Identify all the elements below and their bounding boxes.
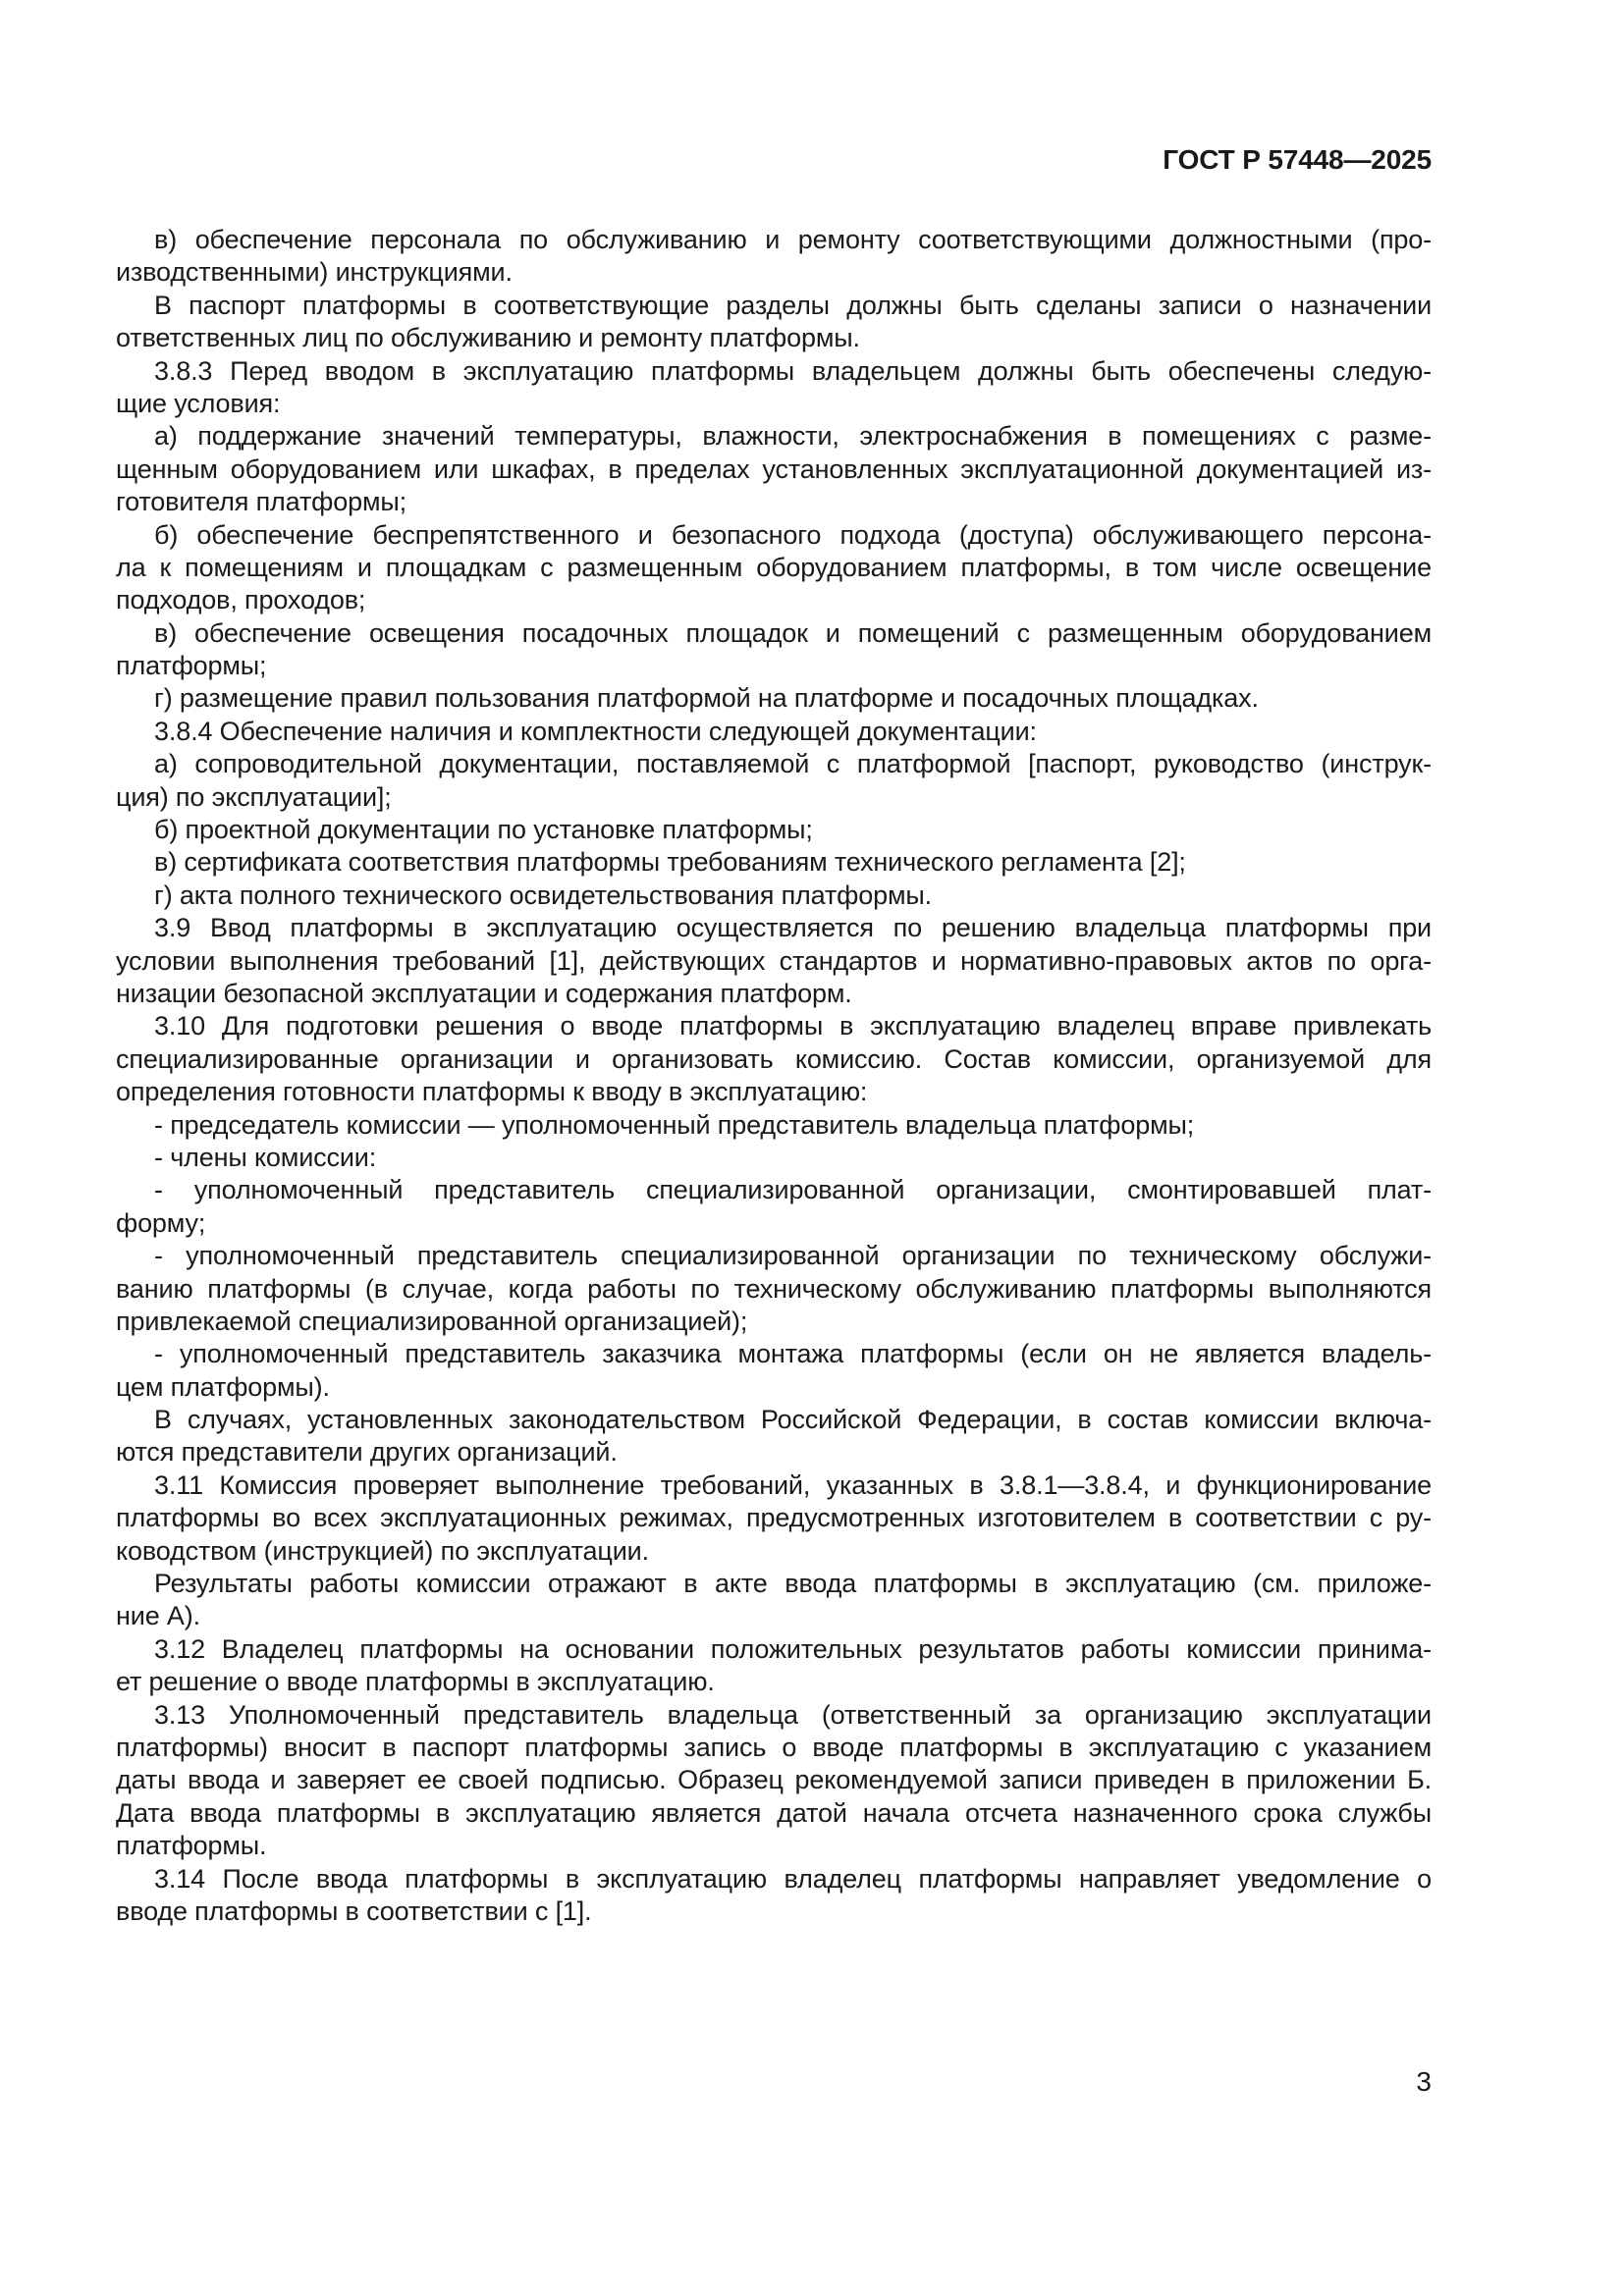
text-line: низации безопасной эксплуатации и содержания платформ. [116,978,852,1008]
text-line: форму; [116,1207,206,1238]
text-line: ция) по эксплуатации]; [116,781,392,812]
text-line: 3.10 Для подготовки решения о вводе платформы в эксплуатацию владелец вправе привлекать [154,1011,1432,1041]
text-line: готовителя платформы; [116,487,406,517]
text-line: платформы во всех эксплуатационных режимах, предусмотренных изготовителем в соответствии с ру- [116,1503,1432,1533]
text-line: 3.12 Владелец платформы на основании положительных результатов работы комиссии принима- [154,1633,1432,1664]
text-line: щенным оборудованием или шкафах, в пределах установленных эксплуатационной документацией из- [116,454,1432,484]
text-line: платформы. [116,1831,267,1861]
text-line: 3.13 Уполномоченный представитель владельца (ответственный за организацию эксплуатации [154,1699,1432,1730]
text-line: 3.14 После ввода платформы в эксплуатацию владелец платформы направляет уведомление о [154,1863,1432,1894]
text-line: в) обеспечение персонала по обслуживанию и ремонту соответствующими должностными (про- [154,225,1432,254]
text-line: специализированные организации и организовать комиссию. Состав комиссии, организуемой для [116,1043,1432,1074]
text-line: - уполномоченный представитель специализированной организации, смонтировавшей плат- [154,1175,1432,1205]
text-line: - члены комиссии: [154,1142,377,1172]
text-line: 3.8.3 Перед вводом в эксплуатацию платформы владельцем должны быть обеспечены следую- [154,355,1432,386]
text-line: 3.9 Ввод платформы в эксплуатацию осуществляется по решению владельца платформы при [154,913,1432,943]
text-line: 3.8.4 Обеспечение наличия и комплектности следующей документации: [154,716,1037,746]
page-number: 3 [1416,2066,1432,2097]
text-line: щие условия: [116,388,281,418]
text-line: ет решение о вводе платформы в эксплуатацию. [116,1667,715,1697]
text-line: а) сопроводительной документации, поставляемой с платформой [паспорт, руководство (инструк- [154,749,1432,779]
text-line: ла к помещениям и площадкам с размещенным оборудованием платформы, в том числе освещение [116,552,1432,582]
document-body [116,224,1432,1928]
text-line: ние А). [116,1601,200,1631]
text-line: б) проектной документации по установке платформы; [154,815,813,845]
text-line: платформы) вносит в паспорт платформы запись о вводе платформы в эксплуатацию с указанием [116,1732,1432,1762]
text-line: ются представители других организаций. [116,1437,618,1468]
text-line: привлекаемой специализированной организацией); [116,1306,748,1336]
text-line: определения готовности платформы к вводу в эксплуатацию: [116,1077,868,1107]
text-line: платформы; [116,651,267,681]
text-line: в) обеспечение освещения посадочных площадок и помещений с размещенным оборудованием [154,617,1432,648]
text-line: - уполномоченный представитель заказчика монтажа платформы (если он не является владель- [154,1339,1432,1369]
text-line: г) размещение правил пользования платформой на платформе и посадочных площадках. [154,683,1259,714]
text-line: г) акта полного технического освидетельствования платформы. [154,880,932,910]
text-line: Результаты работы комиссии отражают в акте ввода платформы в эксплуатацию (см. приложе- [154,1569,1432,1599]
text-line: - председатель комиссии — уполномоченный представитель владельца платформы; [154,1109,1195,1140]
text-line: 3.11 Комиссия проверяет выполнение требований, указанных в 3.8.1—3.8.4, и функционирование [154,1469,1432,1500]
text-line: вводе платформы в соответствии с [1]. [116,1896,592,1926]
text-line: цем платформы). [116,1371,330,1402]
text-line: ванию платформы (в случае, когда работы по техническому обслуживанию платформы выполняются [116,1273,1432,1304]
text-line: даты ввода и заверяет ее своей подписью. Образец рекомендуемой записи приведен в приложении Б. [116,1765,1432,1795]
text-line: В случаях, установленных законодательством Российской Федерации, в состав комиссии включа- [154,1405,1432,1435]
text-line: условии выполнения требований [1], действующих стандартов и нормативно-правовых актов по орга- [116,945,1432,976]
text-line: Дата ввода платформы в эксплуатацию является датой начала отсчета назначенного срока службы [116,1797,1432,1828]
text-line: подходов, проходов; [116,585,366,615]
text-line: а) поддержание значений температуры, влажности, электроснабжения в помещениях с разме- [154,421,1432,452]
text-line: ответственных лиц по обслуживанию и ремонту платформы. [116,323,860,353]
text-line: В паспорт платформы в соответствующие разделы должны быть сделаны записи о назначении [154,290,1432,320]
text-line: изводственными) инструкциями. [116,257,513,288]
text-line: - уполномоченный представитель специализированной организации по техническому обслужи- [154,1241,1432,1271]
text-line: в) сертификата соответствия платформы требованиям технического регламента [2]; [154,847,1186,878]
text-line: ководством (инструкцией) по эксплуатации. [116,1535,649,1566]
document-header: ГОСТ Р 57448—2025 [1163,144,1432,175]
text-line: б) обеспечение беспрепятственного и безопасного подхода (доступа) обслуживающего персона- [154,519,1432,550]
